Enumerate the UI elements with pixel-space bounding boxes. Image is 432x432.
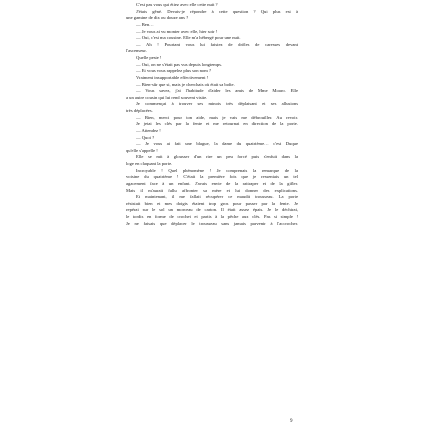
text-line: Je commençai à trouver ses minois très déplaisant et ses allusions	[136, 101, 298, 107]
text-line: le tordis en forme de crochet et partis à la pêche aux clés. Pas si simple !	[126, 214, 298, 219]
text-line: Quelle peste !	[136, 55, 162, 60]
text-line: loge en claquant la porte.	[126, 161, 173, 166]
text-line: — Je vous ai vu monter avec elle, hier soir !	[136, 28, 218, 34]
text-line: J'étais gêné. Devais-je répondre à cette question ? Qui plus est à	[136, 8, 298, 14]
text-line: voisine du quatrième ! C'était la première fois que je ressentais un tel	[126, 174, 298, 180]
text-line: Mais il m'aurait fallu affronter sa mère et lui donner des explications.	[126, 187, 298, 193]
text-line: l'ascenseur.	[126, 48, 147, 54]
text-line: une gamine de dix ou douze ans ?	[126, 15, 189, 21]
text-line: — Ah ! Pourtant vous lui faisiez de drôles de caresses devant	[136, 41, 298, 47]
text-line: Vraiment insupportable effectivement !	[136, 74, 209, 80]
body-text	[126, 2, 298, 227]
text-line: agacement face à un enfant. J'avais envie de la rattraper et de la gifler.	[126, 180, 298, 186]
text-line: — Et vous vous rappelez plus son nom ?	[136, 68, 212, 74]
text-line: — Oui, c'est ma cousine. Elle m'a hébergé pour une nuit.	[136, 35, 241, 41]
text-line: résistait bien et mes doigts étaient trop gros pour passer par la fente. Je	[126, 200, 298, 206]
text-line: très déplacées.	[126, 108, 153, 113]
text-line: C'est pas vous qui étiez avec elle cette nuit ?	[136, 2, 218, 7]
text-line: — Bien-sûr que si, mais je cherchais où était sa boîte.	[136, 81, 235, 87]
text-line: a un autre cousin qui lui rend souvent visite.	[126, 94, 208, 100]
text-line: — Attendez !	[136, 127, 161, 133]
text-line: — Ben…	[136, 21, 154, 27]
text-line: — Je vous ai fait une blague, la dame du quatrième… c'est Duque	[136, 141, 298, 147]
text-line: Et maintenant, il me fallait récupérer ce maudit trousseau. La porte	[136, 194, 298, 200]
page-number: 9	[290, 419, 293, 424]
text-line: Incroyable ! Quel phénomène ! Je comprenais la remarque de la	[136, 167, 298, 173]
text-line: — Bien, merci pour ton aide, mais je vais me débrouiller. Au revoir.	[136, 114, 298, 120]
text-line: repérai sur le sol un morceau de carton. Il était assez épais. Je le déchirai,	[126, 207, 298, 213]
text-line: qu'elle s'appelle !	[126, 147, 158, 153]
text-line: — Vous savez, j'ai l'habitude d'aider les amis de Mme Moaro. Elle	[136, 88, 298, 94]
text-line: Je jetai les clés par la fente et me retournai en direction de la porte.	[136, 121, 298, 127]
text-line: Elle se mit à glousser d'un rire un peu forcé puis s'enfuit dans la	[136, 154, 298, 160]
text-line: Je ne faisais que déplacer le trousseau sans jamais parvenir à l'accrocher.	[126, 220, 298, 226]
text-line: — Oui, on ne s'était pas vus depuis longtemps.	[136, 61, 223, 67]
text-line: — Quoi ?	[136, 134, 155, 140]
